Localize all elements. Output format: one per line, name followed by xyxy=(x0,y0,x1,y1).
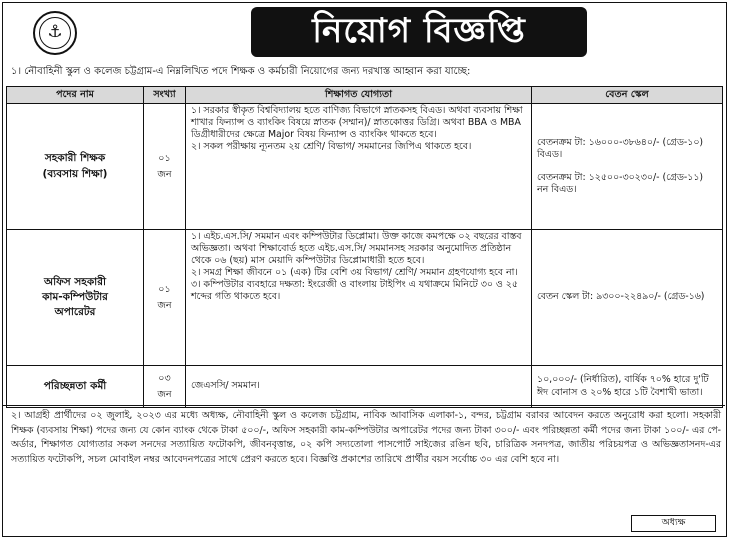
post-name: সহকারী শিক্ষক (ব্যবসায় শিক্ষা) xyxy=(7,104,144,230)
header-pay: বেতন স্কেল xyxy=(532,87,723,104)
intro-text: ১। নৌবাহিনী স্কুল ও কলেজ চট্টগ্রাম-এ নিম্নলিখিত পদে শিক্ষক ও কর্মচারী নিয়োগের জন্য দরখাস্ত আহ্বান করা যাচ্ছে: xyxy=(11,66,471,77)
page-title: নিয়োগ বিজ্ঞপ্তি xyxy=(251,7,587,57)
pay-scale: ১০,০০০/- (নির্ধারিত), বার্ষিক ৭০% হারে দু'টি ঈদ বোনাস ও ২০% হারে ১টি বৈশাখী ভাতা। xyxy=(532,366,723,408)
header-qualification: শিক্ষাগত যোগ্যতা xyxy=(186,87,532,104)
post-count: ০১ জন xyxy=(144,230,186,366)
post-name: পরিচ্ছন্নতা কর্মী xyxy=(7,366,144,408)
divider xyxy=(3,405,725,406)
qualification: ১। এইচ.এস.সি/ সমমান এবং কম্পিউটার ডিপ্লোমা। উক্ত কাজে কমপক্ষে ০২ বছরের বাস্তব অভিজ্ঞতা। অথবা শিক্ষাবোর্ড হতে এইচ.এস.সি/ সমমানসহ সরকার অনুমোদিত প্রতিষ্ঠান থেকে ০৬ (ছয়) মাস মেয়াদি কম্পিউটার ডিপ্লোমাধারী হতে হবে। ২। সমগ্র শিক্ষা জীবনে ০১ (এক) টির বেশি ৩য় বিভাগ/ শ্রেণি/ সমমান গ্রহণযোগ্য হবে না। ৩। কম্পিউটার ব্যবহারে দক্ষতা: ইংরেজী ও বাংলায় টাইপিং এ যথাক্রমে মিনিটে ৩০ ও ২৫ শব্দের গতি থাকতে হবে। xyxy=(186,230,532,366)
pay-scale: বেতনক্রম টা: ১৬০০০-৩৮৬৪০/- (গ্রেড-১০) বিএড। বেতনক্রম টা: ১২৫০০-৩০২৩০/- (গ্রেড-১১) নন বিএড। xyxy=(532,104,723,230)
notice-page xyxy=(2,2,727,537)
vacancy-table xyxy=(6,86,723,408)
qualification: ১। সরকার স্বীকৃত বিশ্ববিদ্যালয় হতে বাণিজ্য বিভাগে স্নাতকসহ বিএড। অথবা ব্যবসায় শিক্ষা শাখার ফিন্যান্স ও ব্যাংকিং বিষয়ে স্নাতক (সম্মান)/ স্নাতকোত্তর ডিগ্রি। অথবা BBA ও MBA ডিগ্রীধারীদের ক্ষেত্রে Major বিষয় ফিন্যান্স ও ব্যাংকিং থাকতে হবে। ২। সকল পরীক্ষায় ন্যূনতম ২য় শ্রেণি/ বিভাগ/ সমমানের জিপিএ থাকতে হবে। xyxy=(186,104,532,230)
header-post: পদের নাম xyxy=(7,87,144,104)
post-name: অফিস সহকারী কাম-কম্পিউটার অপারেটর xyxy=(7,230,144,366)
qualification: জেএসসি/ সমমান। xyxy=(186,366,532,408)
post-count: ০৩ জন xyxy=(144,366,186,408)
post-count: ০১ জন xyxy=(144,104,186,230)
table-row xyxy=(7,366,723,408)
signature-box: অধ্যক্ষ xyxy=(631,515,716,532)
application-instructions: ২। আগ্রহী প্রার্থীদের ০২ জুলাই, ২০২৩ এর মধ্যে অধ্যক্ষ, নৌবাহিনী স্কুল ও কলেজ চট্টগ্রাম, নাবিক আবাসিক এলাকা-১, বন্দর, চট্টগ্রাম বরাবর আবেদন করতে অনুরোধ করা হলো। সহকারী শিক্ষক (ব্যবসায় শিক্ষা) পদের জন্য যে কোন ব্যাংক থেকে টাকা ৫০০/-, অফিস সহকারী কাম-কম্পিউটার অপারেটর পদের জন্য টাকা ৩০০/- এবং পরিচ্ছন্নতা কর্মী পদের জন্য টাকা ১০০/- এর পে-অর্ডার, শিক্ষাগত যোগ্যতার সকল সনদের সত্যায়িত ফটোকপি, জীবনবৃত্তান্ত, ০২ কপি সদ্যতোলা পাসপোর্ট সাইজের রঙিন ছবি, চারিত্রিক সনদপত্র, জাতীয় পরিচয়পত্র ও অভিজ্ঞতাসনদ-এর সত্যায়িত ফটোকপি, সচল মোবাইল নম্বর আবেদনপত্রের সাথে প্রেরণ করতে হবে। বিজ্ঞপ্তি প্রকাশের তারিখে প্রার্থীর বয়স সর্বোচ্চ ৩০ এর বেশি হবে না। xyxy=(11,410,721,466)
navy-anchor-emblem-icon: ⚓ xyxy=(33,11,77,55)
pay-scale: বেতন স্কেল টা: ৯৩০০-২২৪৯০/- (গ্রেড-১৬) xyxy=(532,230,723,366)
table-row xyxy=(7,104,723,230)
table-row xyxy=(7,230,723,366)
header-count: সংখ্যা xyxy=(144,87,186,104)
header xyxy=(3,3,725,58)
table-header-row xyxy=(7,87,723,104)
